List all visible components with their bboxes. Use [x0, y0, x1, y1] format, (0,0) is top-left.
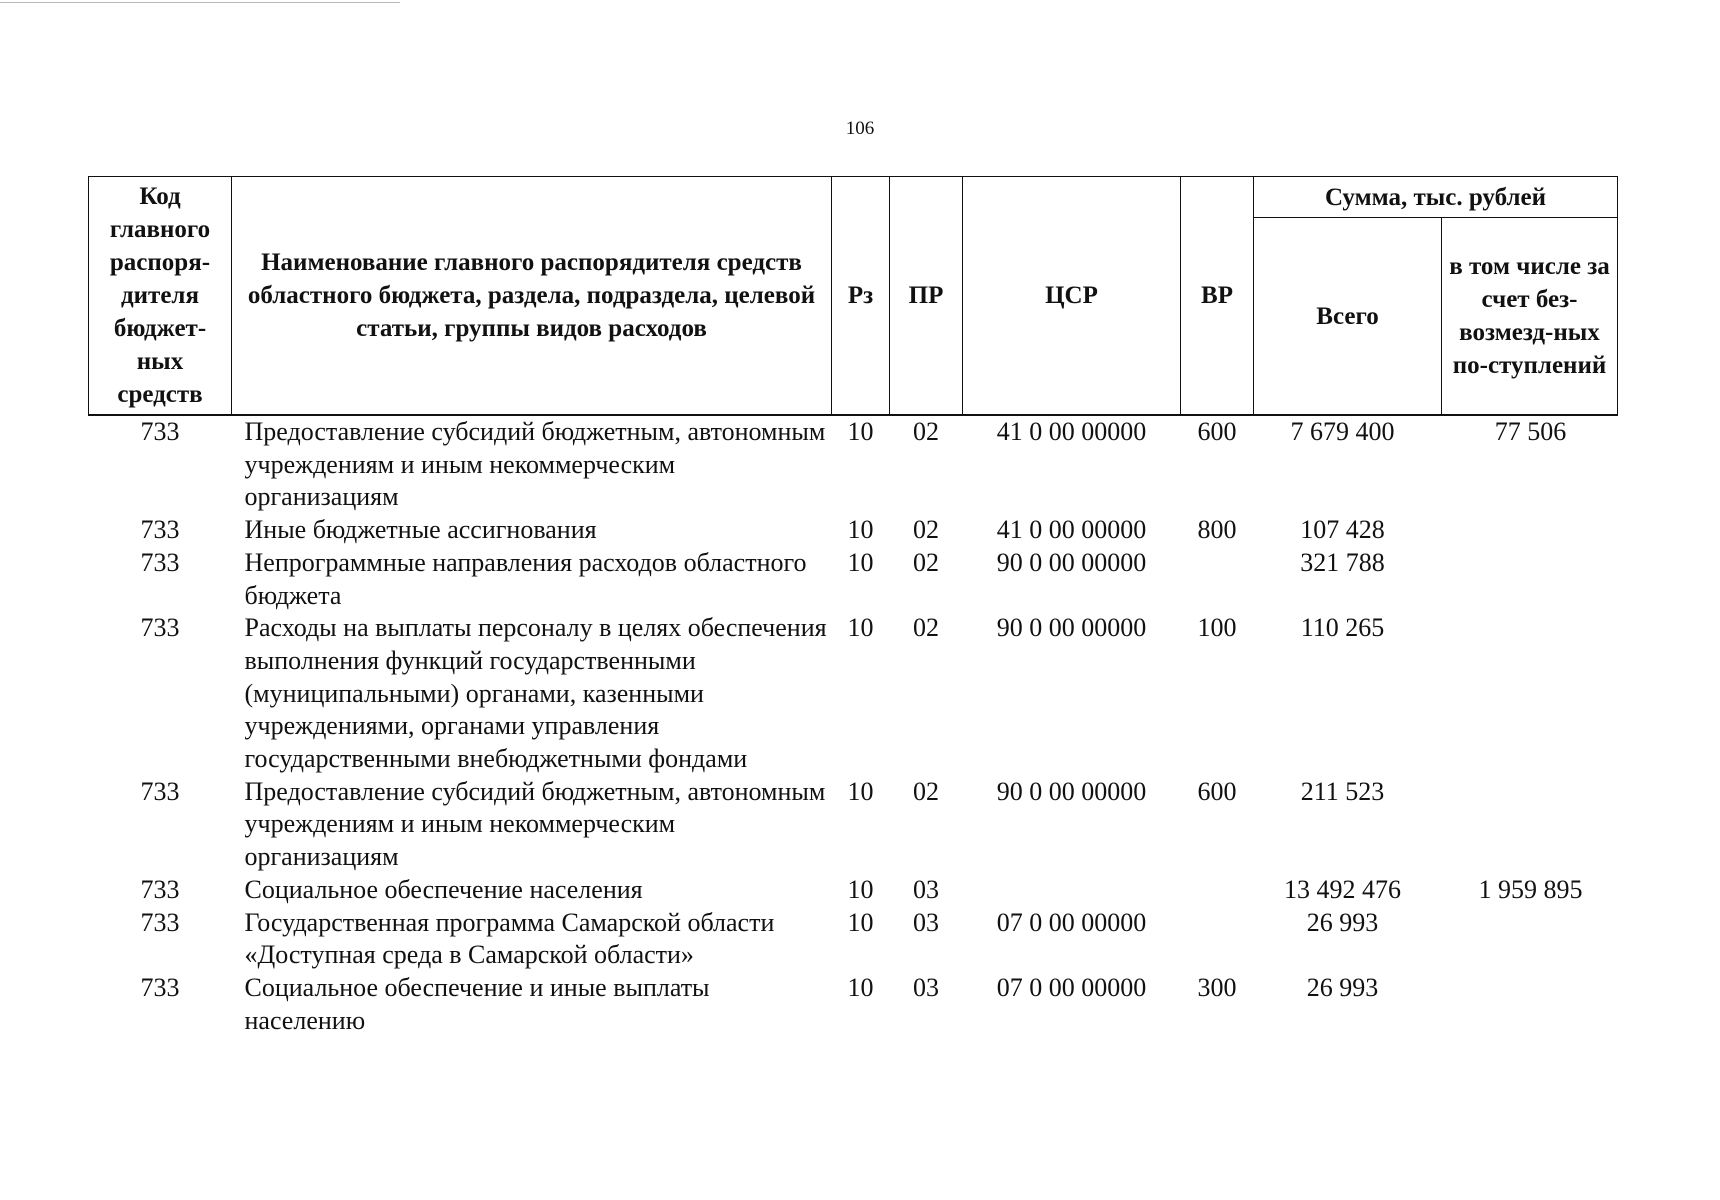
table-row — [89, 907, 1618, 972]
header-free: в том числе за счет без-возмезд-ных по-ступлений — [1442, 218, 1618, 416]
cell-code: 733 — [140, 613, 180, 643]
cell-total: 13 492 476 — [1284, 874, 1401, 904]
cell-vr — [1181, 547, 1254, 612]
cell-name: Предоставление субсидий бюджетным, автономным учреждениям и иным некоммерческим организациям — [244, 417, 826, 512]
cell-csr: 07 0 00 00000 — [996, 907, 1147, 937]
table-row — [89, 874, 1618, 907]
page-number: 106 — [845, 118, 875, 139]
cell-csr: 90 0 00 00000 — [996, 613, 1147, 643]
cell-free: 1 959 895 — [1478, 874, 1583, 904]
cell-name: Расходы на выплаты персоналу в целях обеспечения выполнения функций государственными (муниципальными) органами, казенными учреждениями, органами управления государственными внебюджетными фондами — [244, 613, 827, 774]
cell-vr — [1181, 907, 1254, 972]
cell-name: Социальное обеспечение и иные выплаты населению — [244, 972, 710, 1035]
cell-total: 321 788 — [1300, 547, 1385, 577]
cell-csr: 90 0 00 00000 — [996, 776, 1147, 806]
cell-csr: 07 0 00 00000 — [996, 972, 1147, 1002]
cell-vr: 600 — [1197, 417, 1237, 446]
cell-free — [1442, 776, 1618, 874]
cell-vr: 600 — [1197, 776, 1237, 806]
cell-csr: 90 0 00 00000 — [996, 547, 1147, 577]
cell-code: 733 — [140, 417, 180, 446]
table-row — [89, 547, 1618, 612]
cell-rz: 10 — [847, 515, 874, 545]
cell-pr: 02 — [913, 417, 939, 446]
cell-rz: 10 — [847, 874, 874, 904]
cell-code: 733 — [140, 547, 180, 577]
cell-free — [1442, 514, 1618, 547]
cell-rz: 10 — [847, 907, 874, 937]
cell-free: 77 506 — [1494, 417, 1567, 446]
cell-rz: 10 — [847, 547, 874, 577]
cell-code: 733 — [140, 776, 180, 806]
cell-pr: 03 — [913, 972, 939, 1002]
cell-pr: 02 — [913, 613, 939, 643]
header-pr: ПР — [890, 177, 963, 416]
cell-total: 211 523 — [1300, 776, 1385, 806]
header-name: Наименование главного распорядителя средств областного бюджета, раздела, подраздела, целевой статьи, группы видов расходов — [232, 177, 832, 416]
cell-free — [1442, 972, 1618, 1037]
header-total: Всего — [1254, 218, 1442, 416]
cell-pr: 02 — [913, 776, 939, 806]
cell-rz: 10 — [847, 776, 874, 806]
cell-total: 107 428 — [1300, 515, 1385, 545]
cell-vr: 300 — [1197, 972, 1237, 1002]
cell-vr — [1181, 874, 1254, 907]
scan-edge-line — [0, 2, 400, 3]
header-csr: ЦСР — [963, 177, 1181, 416]
cell-name: Государственная программа Самарской области «Доступная среда в Самарской области» — [244, 907, 775, 970]
cell-pr: 02 — [913, 547, 939, 577]
cell-free — [1442, 612, 1618, 776]
cell-total: 7 679 400 — [1290, 417, 1395, 446]
cell-vr: 800 — [1197, 515, 1237, 545]
cell-free — [1442, 907, 1618, 972]
cell-rz: 10 — [847, 613, 874, 643]
cell-rz: 10 — [847, 417, 874, 446]
table-row — [89, 514, 1618, 547]
cell-csr: 41 0 00 00000 — [996, 515, 1147, 545]
table-body — [89, 415, 1618, 1037]
table-row — [89, 972, 1618, 1037]
cell-vr: 100 — [1197, 613, 1237, 643]
table-row — [89, 776, 1618, 874]
cell-name: Предоставление субсидий бюджетным, автономным учреждениям и иным некоммерческим организациям — [244, 776, 826, 872]
cell-free — [1442, 547, 1618, 612]
cell-pr: 03 — [913, 907, 939, 937]
header-rz: Рз — [832, 177, 890, 416]
header-code: Код главного распоря-дителя бюджет-ных средств — [89, 177, 232, 416]
cell-name: Иные бюджетные ассигнования — [244, 515, 597, 545]
table-row — [89, 415, 1618, 514]
table-row — [89, 612, 1618, 776]
budget-table — [88, 176, 1618, 1037]
cell-total: 26 993 — [1306, 907, 1379, 937]
cell-code: 733 — [140, 972, 180, 1002]
cell-total: 26 993 — [1306, 972, 1379, 1002]
cell-csr — [963, 874, 1181, 907]
cell-rz: 10 — [847, 972, 874, 1002]
cell-code: 733 — [140, 907, 180, 937]
header-vr: ВР — [1181, 177, 1254, 416]
cell-total: 110 265 — [1300, 613, 1385, 643]
cell-csr: 41 0 00 00000 — [996, 417, 1147, 446]
cell-code: 733 — [140, 874, 180, 904]
cell-pr: 02 — [913, 515, 939, 545]
header-sum-group: Сумма, тыс. рублей — [1254, 177, 1618, 218]
cell-pr: 03 — [913, 874, 939, 904]
table-header — [89, 177, 1618, 416]
cell-code: 733 — [140, 515, 180, 545]
cell-name: Социальное обеспечение населения — [244, 874, 643, 904]
cell-name: Непрограммные направления расходов областного бюджета — [244, 547, 807, 610]
